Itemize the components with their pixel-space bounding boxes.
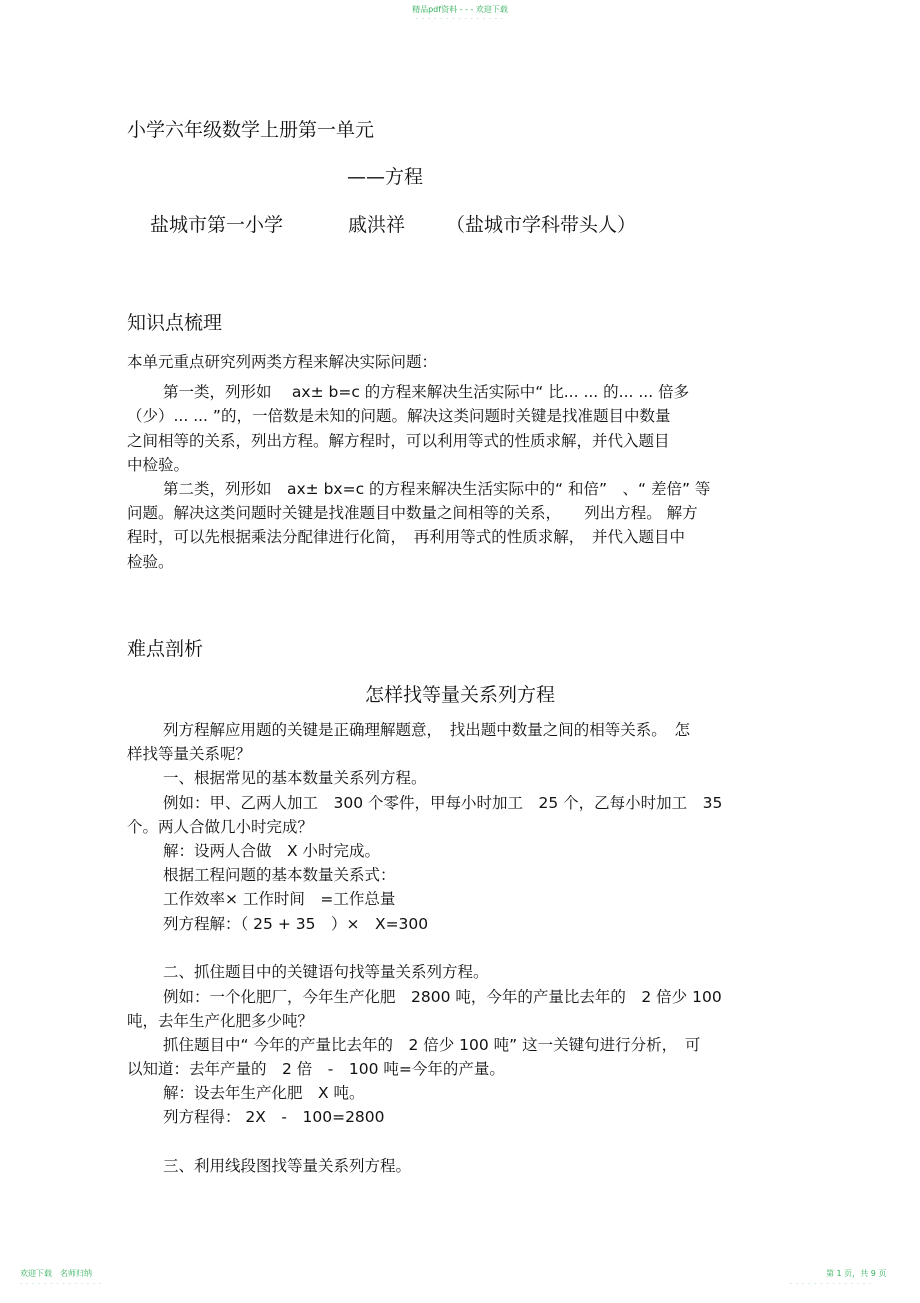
author-role: （盐城市学科带头人） xyxy=(446,214,637,236)
paragraph-line: 检验。 xyxy=(127,553,174,571)
paragraph-line: 列方程解：（ 25 + 35 ）× X=300 xyxy=(163,915,429,933)
paragraph-line: 列方程解应用题的关键是正确理解题意， 找出题中数量之间的相等关系。 怎 xyxy=(163,721,691,739)
paragraph-line: 三、利用线段图找等量关系列方程。 xyxy=(163,1157,412,1175)
paragraph-line: 程时，可以先根据乘法分配律进行化简， 再利用等式的性质求解， 并代入题目中 xyxy=(127,528,686,546)
paragraph-line: 问题。解决这类问题时关键是找准题目中数量之间相等的关系， 列出方程。 解方 xyxy=(127,504,698,522)
paragraph-line: 中检验。 xyxy=(127,456,190,474)
paragraph-line: 个。两人合做几小时完成？ xyxy=(127,818,314,836)
header-dots: - - - - - - - - - - - - - - - xyxy=(415,15,505,22)
section2-title: 怎样找等量关系列方程 xyxy=(364,684,555,706)
school-name: 盐城市第一小学 xyxy=(150,214,284,236)
section-heading-difficulty: 难点剖析 xyxy=(127,638,204,660)
paragraph-line: 吨，去年生产化肥多少吨？ xyxy=(127,1012,314,1030)
paragraph-line: 例如：一个化肥厂，今年生产化肥 2800 吨，今年的产量比去年的 2 倍少 100 xyxy=(163,988,722,1006)
paragraph-line: 以知道：去年产量的 2 倍 - 100 吨=今年的产量。 xyxy=(127,1060,505,1078)
page-number: 第 1 页，共 9 页 xyxy=(826,1269,887,1278)
paragraph-line: 之间相等的关系，列出方程。解方程时，可以利用等式的性质求解，并代入题目 xyxy=(127,432,670,450)
paragraph-line: 列方程得： 2X - 100=2800 xyxy=(163,1108,385,1126)
paragraph-line: 根据工程问题的基本数量关系式： xyxy=(163,866,396,884)
paragraph-line: 工作效率× 工作时间 =工作总量 xyxy=(163,890,396,908)
footer-left: 欢迎下载 名师归纳 xyxy=(20,1269,92,1278)
paragraph-line: 例如：甲、乙两人加工 300 个零件，甲每小时加工 25 个，乙每小时加工 35 xyxy=(163,794,723,812)
doc-subtitle: ——方程 xyxy=(347,166,424,188)
footer-left-dots: - - - - - - - - - - - - - - xyxy=(20,1280,103,1287)
paragraph-line: 一、根据常见的基本数量关系列方程。 xyxy=(163,769,427,787)
header-text: 精品pdf资料 - - - 欢迎下载 xyxy=(412,5,508,14)
section-heading-knowledge: 知识点梳理 xyxy=(127,312,223,334)
paragraph-line: 抓住题目中“ 今年的产量比去年的 2 倍少 100 吨” 这一关键句进行分析， 可 xyxy=(163,1036,701,1054)
paragraph-line: 第一类，列形如 ax± b=c 的方程来解决生活实际中“ 比... ... 的... ... 倍多 xyxy=(163,383,690,401)
doc-title: 小学六年级数学上册第一单元 xyxy=(127,119,375,141)
author-name: 戚洪祥 xyxy=(348,214,406,236)
section1-intro: 本单元重点研究列两类方程来解决实际问题： xyxy=(127,353,438,371)
paragraph-line: 二、抓住题目中的关键语句找等量关系列方程。 xyxy=(163,963,489,981)
paragraph-line: （少）... ... ”的，一倍数是未知的问题。解决这类问题时关键是找准题目中数量 xyxy=(127,407,671,425)
paragraph-line: 解：设去年生产化肥 X 吨。 xyxy=(163,1084,365,1102)
paragraph-line: 第二类，列形如 ax± bx=c 的方程来解决生活实际中的“ 和倍” 、“ 差倍” 等 xyxy=(163,480,711,498)
paragraph-line: 样找等量关系呢？ xyxy=(127,745,252,763)
footer-right-dots: - - - - - - - - - - - - - - xyxy=(790,1280,873,1287)
paragraph-line: 解：设两人合做 X 小时完成。 xyxy=(163,842,381,860)
